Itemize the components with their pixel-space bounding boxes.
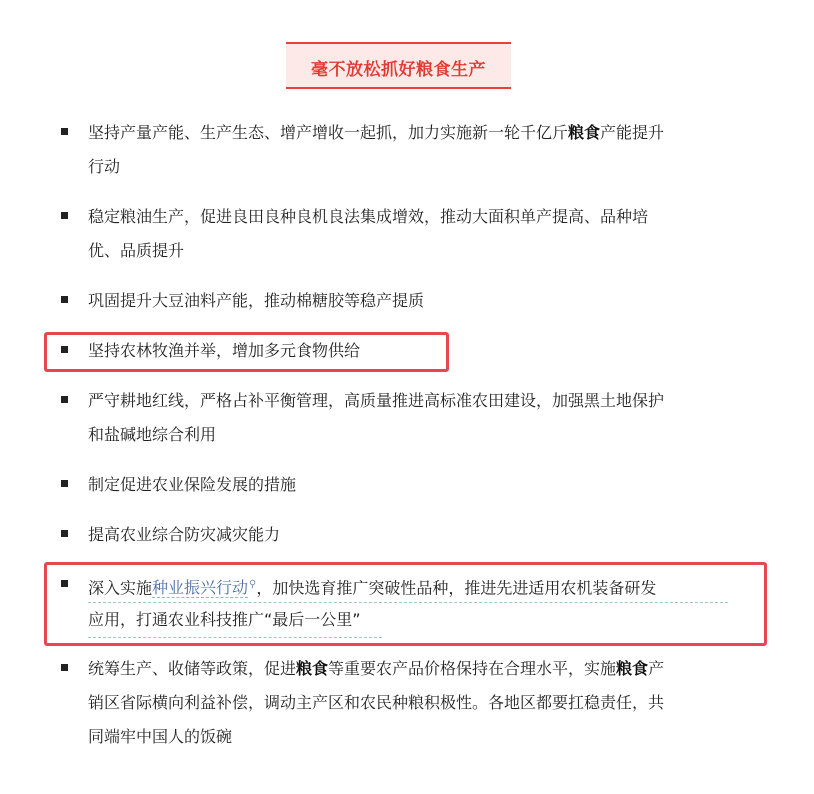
highlight-box	[44, 562, 767, 646]
bullet-icon	[61, 480, 68, 487]
bold-keyword: 粮食	[568, 123, 601, 142]
search-link[interactable]: 种业振兴行动	[152, 578, 249, 598]
bullet-icon	[61, 530, 68, 537]
section-title: 毫不放松抓好粮食生产	[311, 60, 486, 80]
bold-keyword: 粮食	[296, 659, 329, 678]
bullet-icon	[61, 212, 68, 219]
bullet-icon	[61, 664, 68, 671]
bullet-icon	[61, 396, 68, 403]
search-icon[interactable]: ⚲	[249, 579, 257, 590]
section-title-banner	[286, 42, 511, 89]
highlight-box	[44, 332, 449, 372]
bullet-icon	[61, 296, 68, 303]
bullet-icon	[61, 128, 68, 135]
bold-keyword: 粮食	[616, 659, 649, 678]
